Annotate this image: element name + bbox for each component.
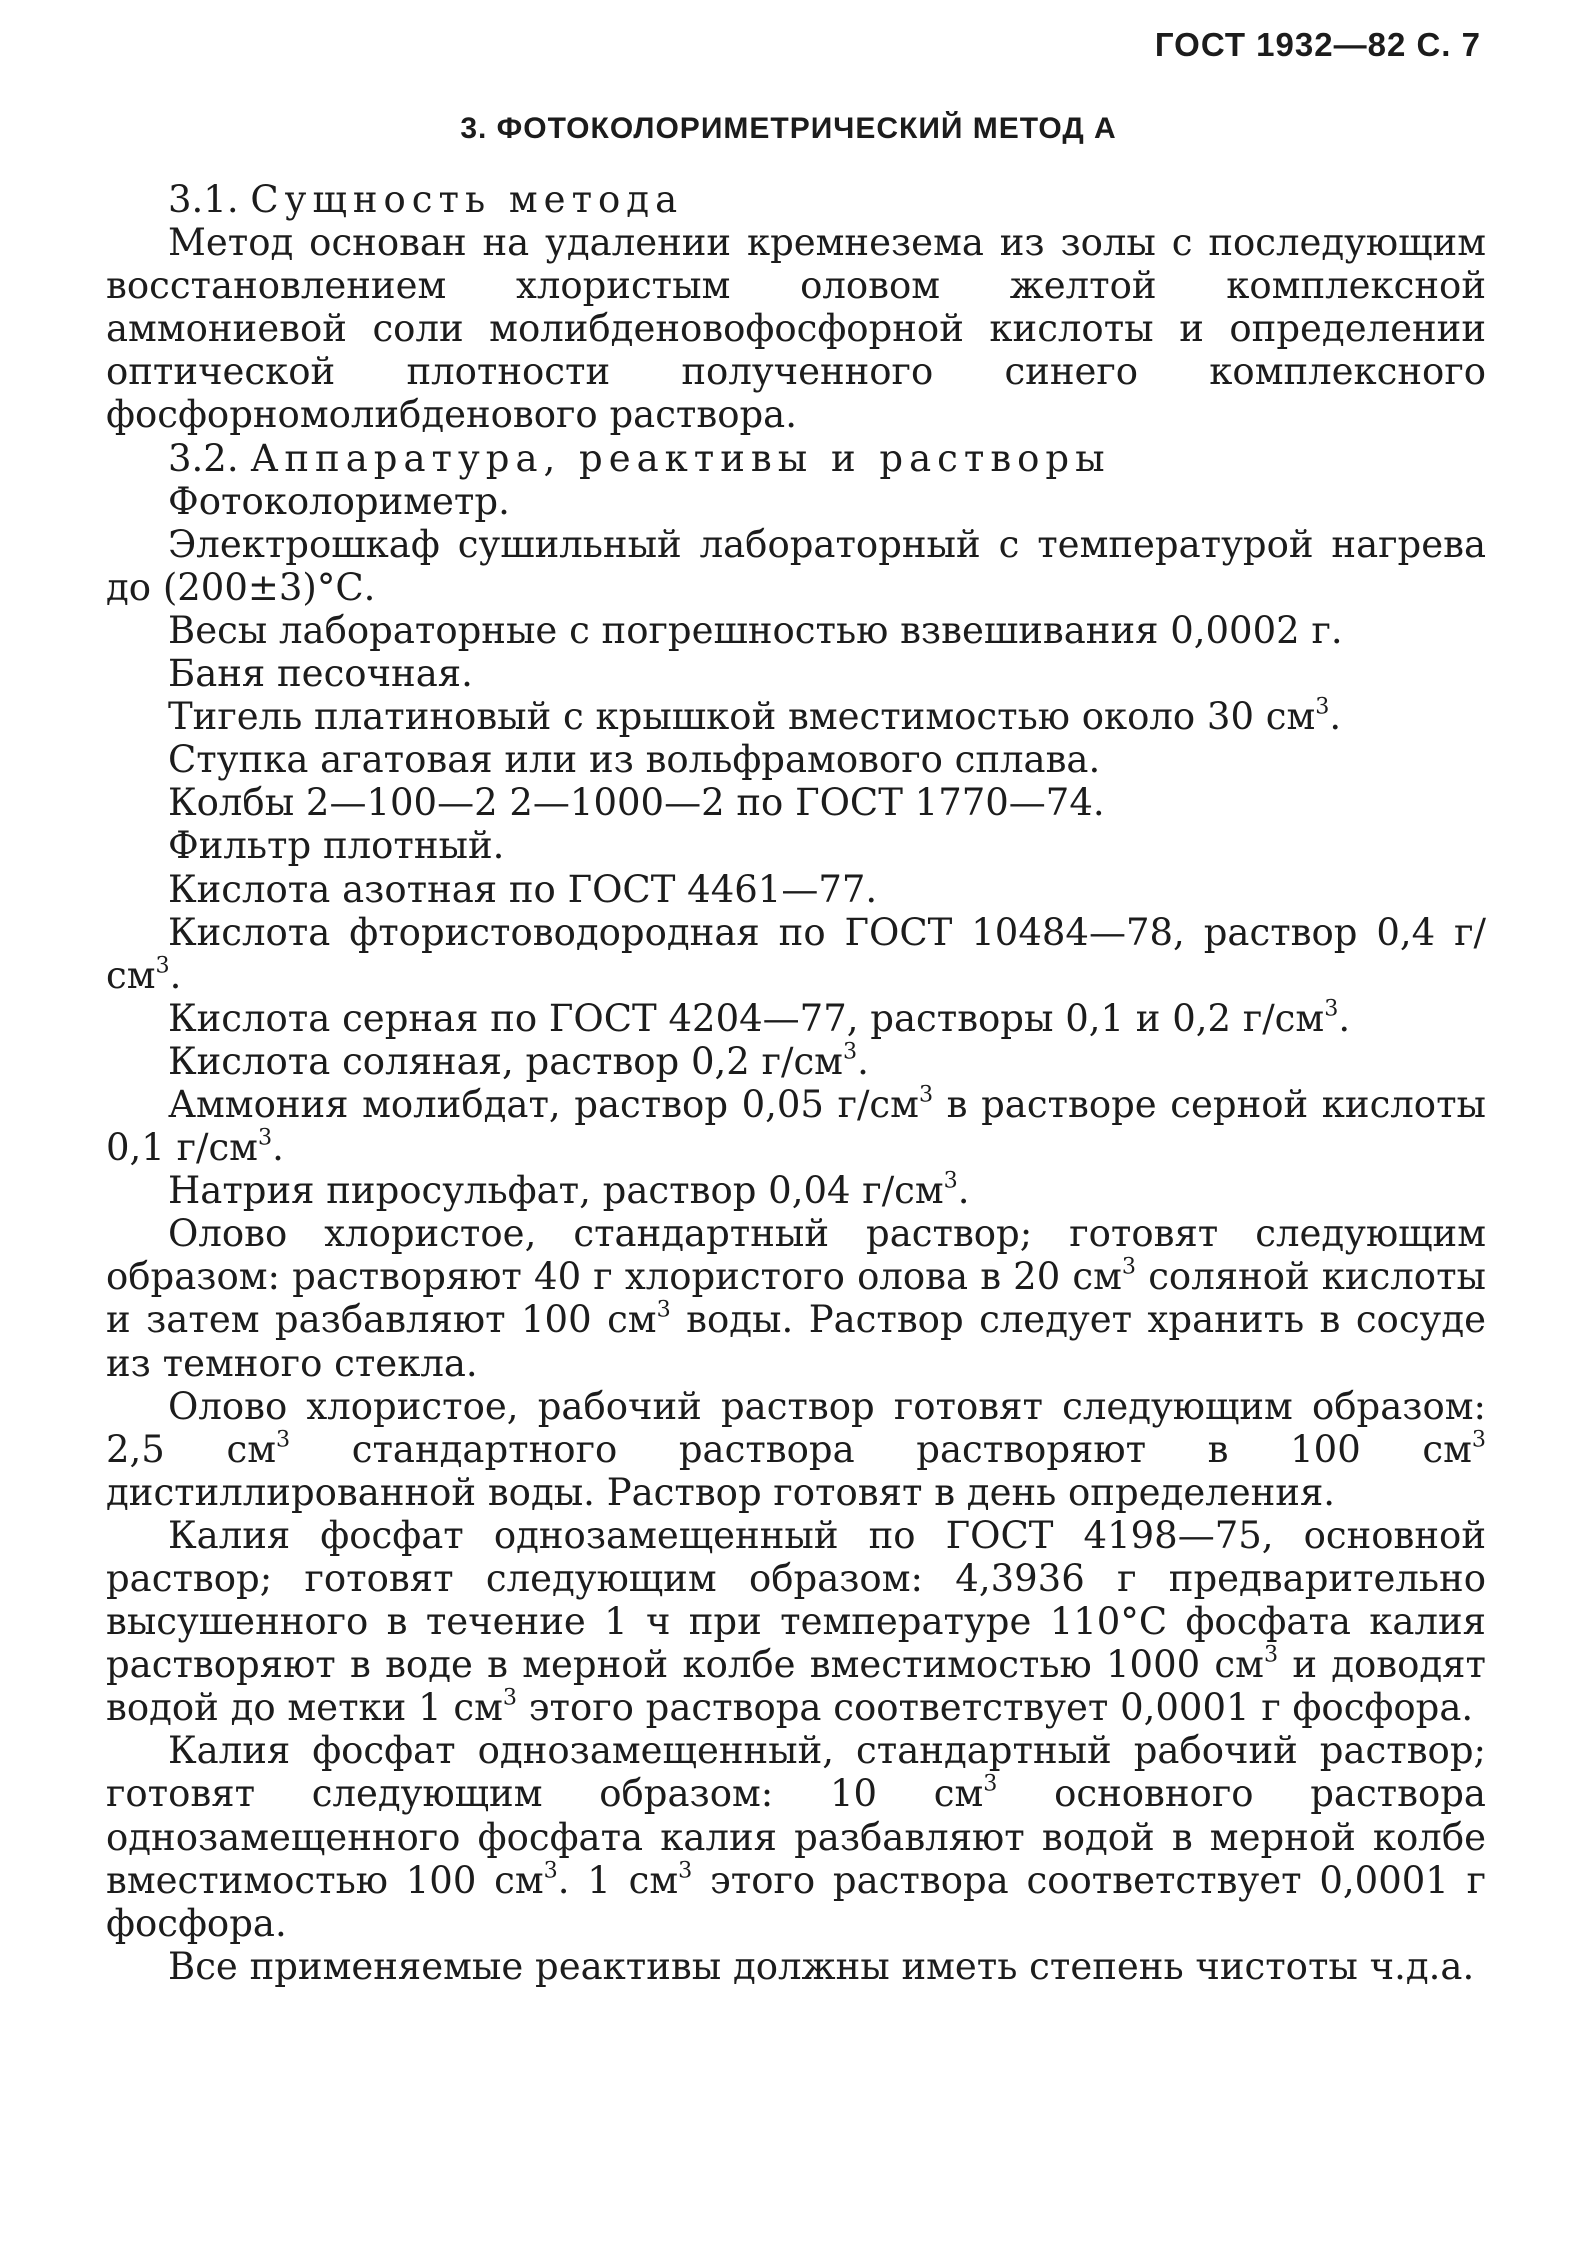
item-nitric-acid: Кислота азотная по ГОСТ 4461—77.	[168, 867, 878, 911]
item-oven: Электрошкаф сушильный лабораторный с температурой нагрева до (200±3)°С.	[106, 522, 1486, 609]
item-tin-chloride-working: Олово хлористое, рабочий раствор готовят следующим образом: 2,5 $см^3$ стандартного раствора растворяют в 100 $см^3$ дистиллированной воды. Раствор готовят в день определения.	[106, 1384, 1487, 1514]
item-ammonium-molybdate: Аммония молибдат, раствор 0,05 $г/см^3$ в растворе серной кислоты 0,1 $г/см^3$.	[106, 1081, 1486, 1170]
item-photocolorimeter: Фотоколориметр.	[168, 479, 510, 523]
running-header: ГОСТ 1932—82 С. 7	[1154, 26, 1481, 63]
item-sand-bath: Баня песочная.	[168, 652, 473, 696]
body-text	[106, 178, 1486, 1988]
clause-number: 3.1.	[168, 178, 239, 221]
clause-heading: Аппаратура, реактивы и растворы	[250, 436, 1111, 480]
clause-3-1-text: Метод основан на удалении кремнезема из золы с последующим восстановлением хлористым оловом желтой комплексной аммониевой соли молибденовофосфорной кислоты и определении оптической плотности полученного синего комплексного фосфорномолибденового раствора.	[106, 221, 1486, 437]
item-sodium-pyrosulfate: Натрия пиросульфат, раствор 0,04 $г/см^3$.	[168, 1167, 970, 1213]
item-flasks: Колбы 2—100—2 2—1000—2 по ГОСТ 1770—74.	[168, 781, 1105, 825]
item-potassium-phosphate-working: Калия фосфат однозамещенный, стандартный рабочий раствор; готовят следующим образом: 10 $см^3$ основного раствора однозамещенного фосфата калия разбавляют водой в мерной колбе вместимостью 100 $см^3$. 1 $см^3$ этого раствора соответствует 0,0001 г фосфора.	[106, 1729, 1486, 1945]
item-crucible: Тигель платиновый с крышкой вместимостью около 30 $см^3$.	[168, 693, 1342, 739]
item-potassium-phosphate-stock: Калия фосфат однозамещенный по ГОСТ 4198—75, основной раствор; готовят следующим образом: 4,3936 г предварительно высушенного в течение 1 ч при температуре 110°С фосфата калия растворяют в воде в мерной колбе вместимостью 1000 $см^3$ и доводят водой до метки 1 $см^3$ этого раствора соответствует 0,0001 г фосфора.	[106, 1513, 1486, 1730]
item-filter: Фильтр плотный.	[168, 824, 505, 868]
clause-3-1-heading	[106, 178, 1486, 221]
clause-number: 3.2.	[168, 436, 239, 480]
section-title: 3. ФОТОКОЛОРИМЕТРИЧЕСКИЙ МЕТОД А	[460, 112, 1117, 145]
item-sulfuric-acid: Кислота серная по ГОСТ 4204—77, растворы 0,1 и 0,2 $г/см^3$.	[168, 995, 1351, 1040]
clause-heading: Сущность метода	[250, 178, 684, 221]
item-hydrochloric-acid: Кислота соляная, раствор 0,2 $г/см^3$.	[168, 1038, 869, 1083]
clause-3-2-heading	[106, 437, 1486, 480]
item-tin-chloride-standard: Олово хлористое, стандартный раствор; готовят следующим образом: растворяют 40 г хлористого олова в 20 $см^3$ соляной кислоты и затем разбавляют 100 $см^3$ воды. Раствор следует хранить в сосуде из темного стекла.	[106, 1212, 1486, 1385]
item-reagent-purity: Все применяемые реактивы должны иметь степень чистоты ч.д.а.	[168, 1944, 1475, 1988]
item-mortar: Ступка агатовая или из вольфрамового сплава.	[168, 738, 1101, 782]
item-hydrofluoric-acid: Кислота фтористоводородная по ГОСТ 10484—78, раствор 0,4 $г/см^3$.	[106, 910, 1486, 997]
item-balance: Весы лабораторные с погрешностью взвешивания 0,0002 г.	[168, 608, 1343, 652]
